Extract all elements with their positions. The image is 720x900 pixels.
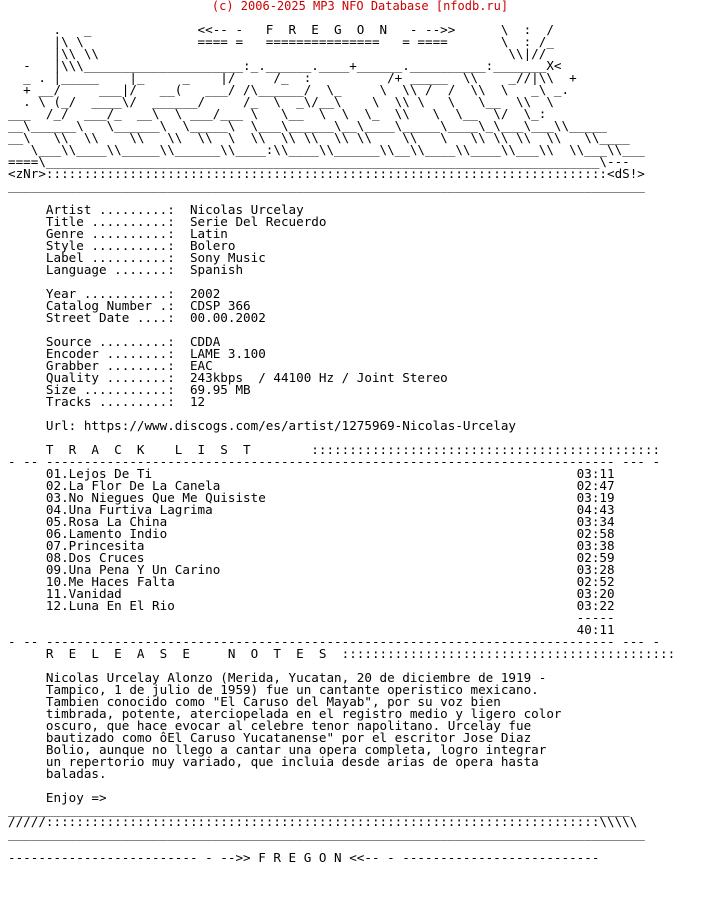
nfo-line: 11.Vanidad 03:20 (8, 586, 615, 601)
nfo-line: Label ..........: Sony Music (8, 250, 266, 265)
nfo-line: 10.Me Haces Falta 02:52 (8, 574, 615, 589)
nfo-line: 07.Princesita 03:38 (8, 538, 615, 553)
nfo-line: ====\_________________________________________________________________________\--- (8, 154, 630, 169)
nfo-line: Size ...........: 69.95 MB (8, 382, 251, 397)
nfo-line: Bolio, aunque no llego a cantar una opera completa, logro integrar (8, 742, 547, 757)
nfo-line: Tampico, 1 de julio de 1959) fue un cantante operistico mexicano. (8, 682, 539, 697)
nfo-line: Year ...........: 2002 (8, 286, 221, 301)
nfo-line: - |\\\_____________________:_.______.____+______.__________:_______X< (8, 58, 562, 73)
nfo-line (8, 780, 708, 792)
nfo-line: ___ /_/ ___/_ __\ \ ___/___ \ \__ \ \ \_ \\ \ \__ \/ \_: (8, 106, 547, 121)
nfo-text-body (8, 12, 708, 864)
nfo-line: Title ..........: Serie Del Recuerdo (8, 214, 327, 229)
nfo-line: Nicolas Urcelay Alonzo (Merida, Yucatan, 20 de diciembre de 1919 - (8, 670, 547, 685)
nfo-line: Catalog Number .: CDSP 366 (8, 298, 251, 313)
nfo-line: Language .......: Spanish (8, 262, 244, 277)
nfo-line: timbrada, potente, aterciopelada en el registro medio y ligero color (8, 706, 562, 721)
nfo-line: 01.Lejos De Ti 03:11 (8, 466, 615, 481)
nfo-line: . \ (_/ ____\/ ______/ /_ \ _\/__\ \ \\ \ \ \__ \\ \ (8, 94, 554, 109)
nfo-line: R E L E A S E N O T E S :::::::::::::::::::::::::::::::::::::::::::: (8, 646, 676, 661)
copyright-header: (c) 2006-2025 MP3 NFO Database [nfodb.ru] (211, 0, 509, 13)
nfo-line: Street Date ....: 00.00.2002 (8, 310, 266, 325)
nfo-line: Grabber ........: EAC (8, 358, 213, 373)
nfo-line: Encoder ........: LAME 3.100 (8, 346, 266, 361)
nfo-line: Enjoy => (8, 790, 107, 805)
nfo-line: /////:::::::::::::::::::::::::::::::::::::::::::::::::::::::::::::::::::::::::\\\\\ (8, 814, 638, 829)
nfo-line: _ . |_____ |_ _ |/ /_ : /+ _____ \\ _//|\\ + (8, 70, 577, 85)
nfo-line: |\\ \\ \\|// (8, 46, 547, 61)
nfo-line: Source .........: CDDA (8, 334, 221, 349)
nfo-line: Tambien conocido como "El Caruso del Mayab", por su voz bien (8, 694, 501, 709)
nfo-line: \___\\____\\_____\\______\\____:\\____\\______\\__\\____\\____\\___\\ \\___\\___ (8, 142, 645, 157)
nfo-line: 08.Dos Cruces 02:59 (8, 550, 615, 565)
nfo-line: 03.No Niegues Que Me Quisiste 03:19 (8, 490, 615, 505)
nfo-line: ------------------------- - -->> F R E G O N <<-- - -------------------------- (8, 850, 600, 865)
nfo-line: Url: https://www.discogs.com/es/artist/1275969-Nicolas-Urcelay (8, 418, 516, 433)
nfo-line: Tracks .........: 12 (8, 394, 206, 409)
nfo-line: 40:11 (8, 622, 615, 637)
nfo-line: Genre ..........: Latin (8, 226, 228, 241)
nfo-line: 06.Lamento Indio 02:58 (8, 526, 615, 541)
nfo-line: ----- (8, 610, 615, 625)
nfo-line: 04.Una Furtiva Lagrima 04:43 (8, 502, 615, 517)
nfo-line: 05.Rosa La China 03:34 (8, 514, 615, 529)
nfo-line: __________________________________________________________________________________ (8, 802, 630, 817)
nfo-line: - -- --------------------------------------------------------------------------- --- - (8, 454, 661, 469)
nfo-line: baladas. (8, 766, 107, 781)
nfo-line: bautizado como ôEl Caruso Yucatanense" por el escritor Jose Diaz (8, 730, 532, 745)
nfo-line: 09.Una Pena Y Un Carino 03:28 (8, 562, 615, 577)
nfo-line: 02.La Flor De La Canela 02:47 (8, 478, 615, 493)
nfo-line: ____________________________________________________________________________________ (8, 826, 645, 841)
nfo-line: oscuro, que hace evocar al celebre tenor napolitano. Urcelay fue (8, 718, 532, 733)
nfo-line: - -- --------------------------------------------------------------------------- --- - (8, 634, 661, 649)
nfo-line: Style ..........: Bolero (8, 238, 236, 253)
nfo-line: Artist .........: Nicolas Urcelay (8, 202, 304, 217)
nfo-line: 12.Luna En El Rio 03:22 (8, 598, 615, 613)
nfo-line: __\ \\ \\ \\ \\ \\ \ \\ \\ \\ \\ \\ \\ \ \\ \\ \\ \\ \\____ (8, 130, 630, 145)
nfo-line: un repertorio muy variado, que incluia desde arias de opera hasta (8, 754, 539, 769)
nfo-line: T R A C K L I S T :::::::::::::::::::::::::::::::::::::::::::::: (8, 442, 661, 457)
nfo-line: Quality ........: 243kbps / 44100 Hz / Joint Stereo (8, 370, 448, 385)
nfo-line: __\______\ \______\ \_____\ \___\______\__\____\_____\____\_\___\___\\_____ (8, 118, 607, 133)
nfo-line: . _ <<-- - F R E G O N - -->> \ : / (8, 22, 554, 37)
nfo-line: + __/ ___|/ __( ___/ /\______/ \_ \ \\ / / \\ \ _\ _. (8, 82, 570, 97)
nfo-line: |\ \ ==== = =============== = ==== \ : /_ (8, 34, 554, 49)
nfo-line: ____________________________________________________________________________________ (8, 178, 645, 193)
nfo-line: <zNr>::::::::::::::::::::::::::::::::::::::::::::::::::::::::::::::::::::::::::<dS!> (8, 166, 645, 181)
